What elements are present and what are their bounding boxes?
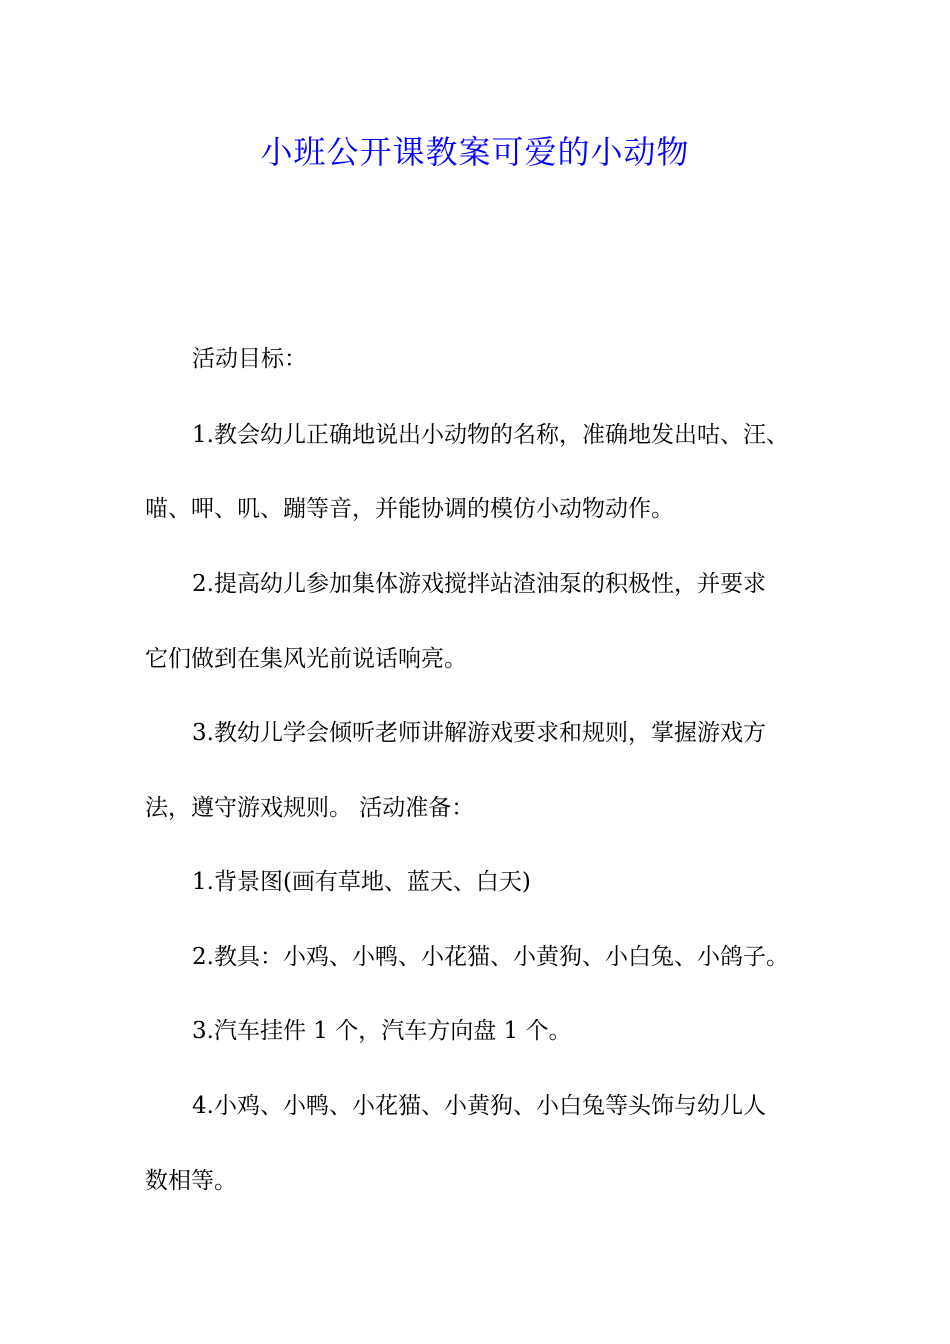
paragraph-line: 3.教幼儿学会倾听老师讲解游戏要求和规则，掌握游戏方 [192, 720, 766, 746]
paragraph-line: 4.小鸡、小鸭、小花猫、小黄狗、小白兔等头饰与幼儿人 [192, 1093, 766, 1119]
paragraph-line: 3.汽车挂件 1 个，汽车方向盘 1 个。 [192, 1018, 572, 1044]
paragraph-line: 法，遵守游戏规则。 活动准备： [145, 795, 475, 821]
document-title: 小班公开课教案可爱的小动物 [260, 133, 690, 171]
paragraph-line: 2.教具：小鸡、小鸭、小花猫、小黄狗、小白兔、小鸽子。 [192, 944, 789, 970]
paragraph-line: 2.提高幼儿参加集体游戏搅拌站渣油泵的积极性，并要求 [192, 571, 766, 597]
section-heading-goals: 活动目标： [192, 346, 307, 372]
paragraph-line: 喵、呷、叽、蹦等音，并能协调的模仿小动物动作。 [145, 496, 674, 522]
paragraph-line: 1.背景图(画有草地、蓝天、白天) [192, 869, 531, 895]
paragraph-line: 1.教会幼儿正确地说出小动物的名称，准确地发出咕、汪、 [192, 422, 789, 448]
paragraph-line: 数相等。 [145, 1168, 237, 1194]
paragraph-line: 它们做到在集风光前说话响亮。 [145, 646, 467, 672]
